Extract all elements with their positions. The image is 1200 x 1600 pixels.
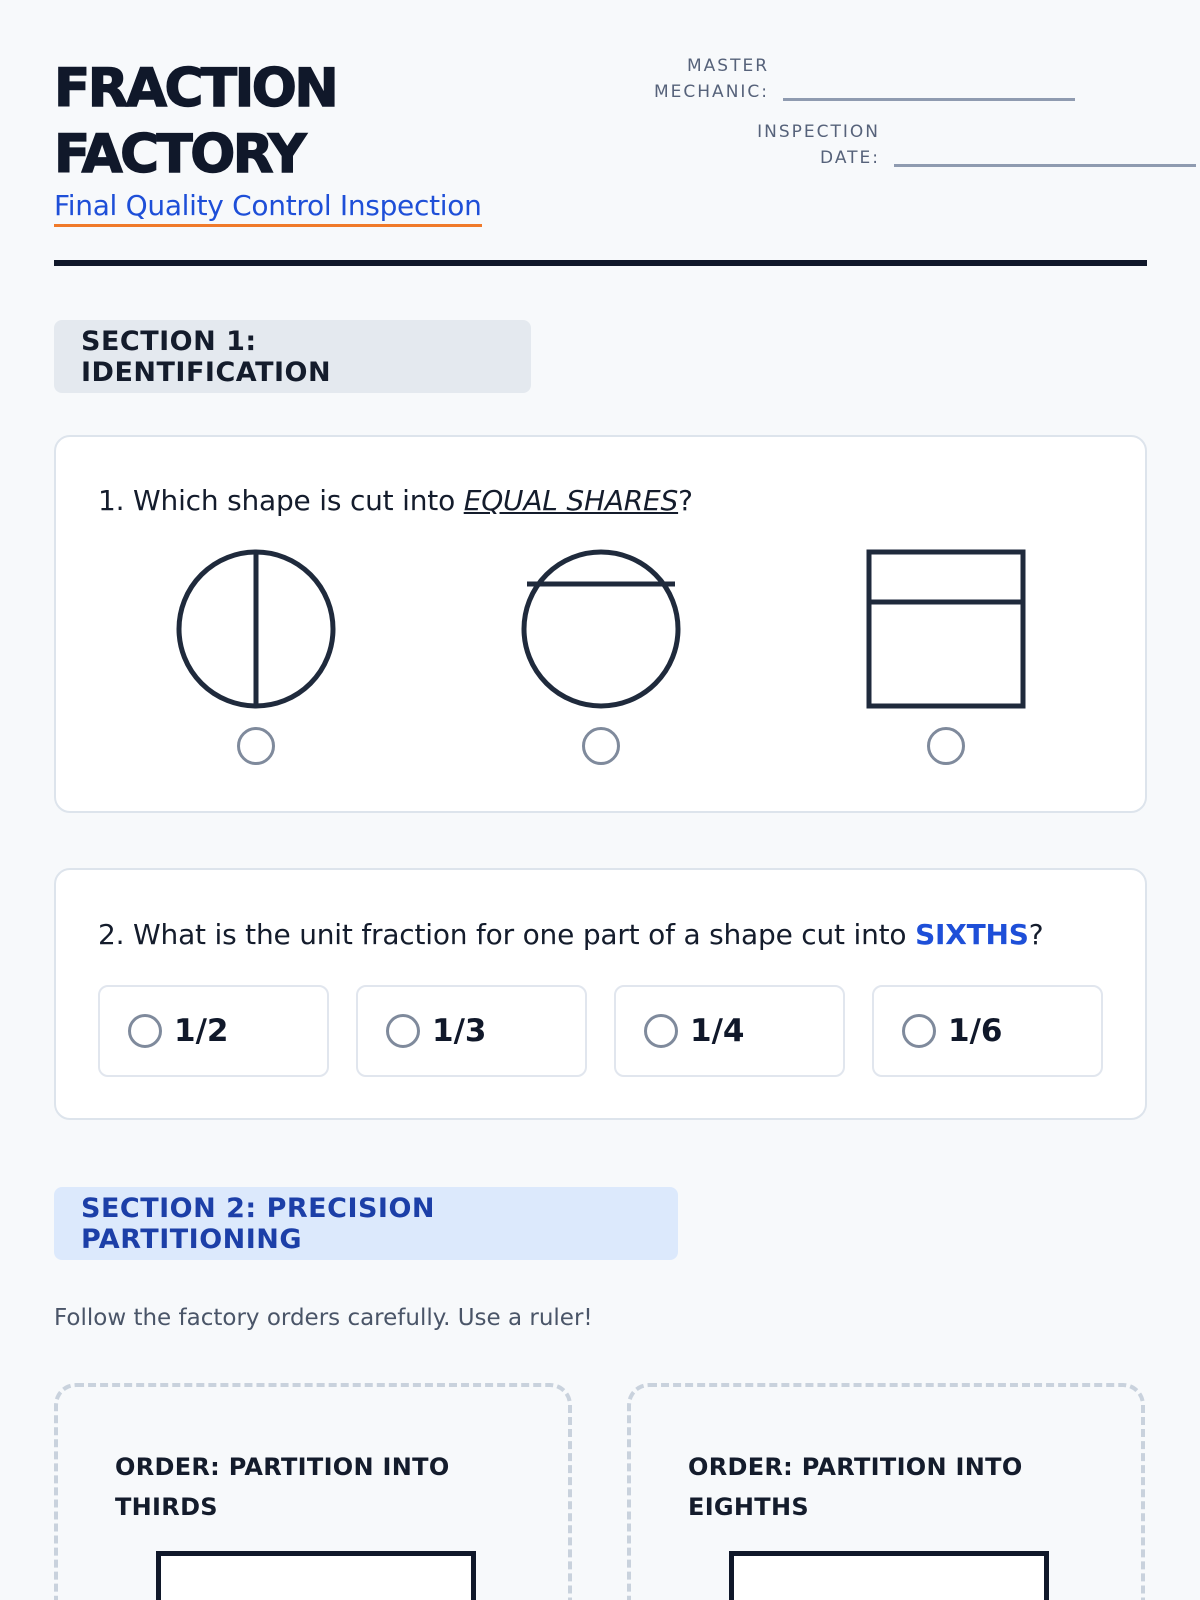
date-label-line-1: INSPECTION [757,122,880,142]
q2-option-1[interactable] [98,985,329,1077]
q2-option-3-radio[interactable] [644,1014,678,1048]
section-2-header: SECTION 2: PRECISION PARTITIONING [54,1187,678,1260]
q2-option-3-label: 1/4 [690,1013,745,1049]
question-1-card [54,435,1147,813]
question-1-number: 1. [98,484,125,517]
question-2-number: 2. [98,918,125,951]
q2-option-2-radio[interactable] [386,1014,420,1048]
title-line-1: FRACTION [54,58,337,119]
worksheet-title [54,56,336,188]
mechanic-label-line-2: MECHANIC: [654,82,770,102]
date-label [654,119,880,171]
title-line-2: FACTORY [54,124,305,185]
order-card-eighths [627,1383,1145,1600]
order-card-thirds [54,1383,572,1600]
mechanic-write-line[interactable] [783,98,1075,101]
order-eighths-title: ORDER: PARTITION INTO EIGHTHS [688,1453,1023,1521]
mechanic-label-line-1: MASTER [687,56,770,76]
q1-option-c-radio[interactable] [927,727,965,765]
circle-unequal-cut-icon [519,547,683,711]
mechanic-label [654,53,769,105]
q2-option-4-radio[interactable] [902,1014,936,1048]
q1-option-c[interactable] [864,547,1028,767]
q2-option-1-label: 1/2 [174,1013,229,1049]
q2-option-3[interactable] [614,985,845,1077]
q1-option-b-radio[interactable] [582,727,620,765]
section-2-instructions: Follow the factory orders carefully. Use a ruler! [54,1305,593,1331]
question-1-emphasis: EQUAL SHARES [463,484,679,517]
circle-halves-icon [174,547,338,711]
question-2-text [98,918,1043,951]
header-divider [54,260,1147,266]
question-2-card [54,868,1147,1120]
square-unequal-cut-icon [864,547,1028,711]
question-1-end: ? [678,484,693,517]
question-1-text [98,484,693,517]
q1-option-a[interactable] [174,547,338,767]
order-thirds-drawing-box[interactable] [156,1551,476,1600]
question-1-prompt: Which shape is cut into [133,484,464,517]
date-field [654,119,1196,171]
q2-option-4[interactable] [872,985,1103,1077]
section-1-header: SECTION 1: IDENTIFICATION [54,320,531,393]
order-eighths-drawing-box[interactable] [729,1551,1049,1600]
date-write-line[interactable] [894,164,1196,167]
question-2-end: ? [1028,918,1044,951]
question-2-emphasis: SIXTHS [915,918,1029,951]
q1-option-b[interactable] [519,547,683,767]
q2-option-2-label: 1/3 [432,1013,487,1049]
worksheet-subtitle: Final Quality Control Inspection [54,190,482,227]
date-label-line-2: DATE: [820,148,880,168]
q2-option-2[interactable] [356,985,587,1077]
q2-option-1-radio[interactable] [128,1014,162,1048]
q1-option-a-radio[interactable] [237,727,275,765]
worksheet-page [54,0,1147,1600]
q2-option-4-label: 1/6 [948,1013,1003,1049]
question-2-prompt: What is the unit fraction for one part of a shape cut into [133,918,916,951]
order-thirds-title: ORDER: PARTITION INTO THIRDS [115,1453,450,1521]
mechanic-field [654,53,1075,105]
